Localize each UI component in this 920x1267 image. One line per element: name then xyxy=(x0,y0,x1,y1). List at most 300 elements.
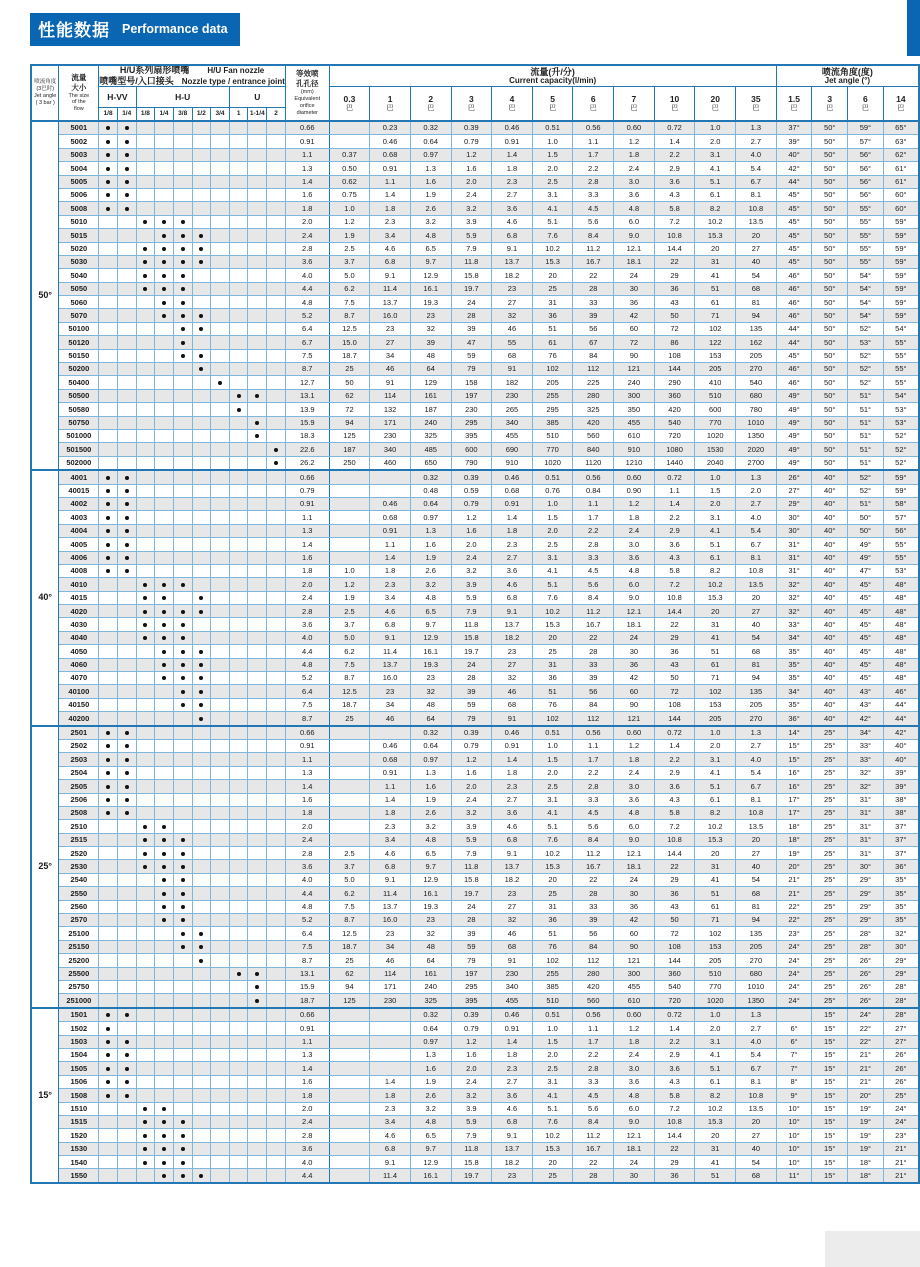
capacity-cell: 205 xyxy=(532,376,573,389)
jet-angle-cell: 59° xyxy=(883,242,919,255)
nozzle-dot-cell xyxy=(173,578,192,591)
nozzle-dot-cell xyxy=(229,148,248,161)
table-row xyxy=(31,605,919,618)
capacity-cell: 510 xyxy=(695,967,736,980)
capacity-cell: 54 xyxy=(736,873,777,886)
nozzle-dot-cell xyxy=(211,202,230,215)
nozzle-dot-cell xyxy=(192,820,211,833)
capacity-cell: 0.46 xyxy=(492,1008,533,1022)
jet-angle-cell: 48° xyxy=(883,591,919,604)
jet-angle-cell: 15° xyxy=(812,1156,848,1169)
capacity-cell: 1.9 xyxy=(410,793,451,806)
capacity-cell: 1010 xyxy=(736,416,777,429)
jet-angle-cell: 25° xyxy=(812,940,848,953)
capacity-cell: 1.2 xyxy=(614,135,655,148)
capacity-cell: 42 xyxy=(614,914,655,927)
nozzle-dot-cell xyxy=(155,847,174,860)
jet-angle-cell: 33° xyxy=(848,753,884,766)
capacity-cell: 1.8 xyxy=(492,524,533,537)
nozzle-dot-cell xyxy=(229,618,248,631)
capacity-cell: 25 xyxy=(329,363,370,376)
capacity-cell: 1440 xyxy=(654,456,695,470)
nozzle-dot-cell xyxy=(117,631,136,644)
nozzle-dot-cell xyxy=(229,981,248,994)
capacity-cell: 2700 xyxy=(736,456,777,470)
capacity-cell xyxy=(329,739,370,752)
capacity-cell: 108 xyxy=(654,698,695,711)
nozzle-dot-cell xyxy=(99,1022,118,1035)
orifice-diameter-cell: 1.4 xyxy=(285,175,329,188)
jet-angle-cell: 40° xyxy=(812,645,848,658)
group-angle-label: 40° xyxy=(31,470,59,725)
capacity-cell: 2.4 xyxy=(614,524,655,537)
nozzle-dot-cell xyxy=(136,927,155,940)
capacity-cell: 27 xyxy=(370,336,411,349)
nozzle-dot-cell xyxy=(248,215,267,228)
nozzle-dot-cell xyxy=(173,538,192,551)
nozzle-dot-cell xyxy=(248,1008,267,1022)
nozzle-dot-cell xyxy=(267,1102,286,1115)
capacity-cell: 2.5 xyxy=(329,242,370,255)
dot-marker xyxy=(125,207,129,211)
capacity-cell: 8.4 xyxy=(573,833,614,846)
nozzle-dot-cell xyxy=(192,1169,211,1183)
capacity-cell: 8.4 xyxy=(573,229,614,242)
jet-angle-cell: 50° xyxy=(812,336,848,349)
dot-marker xyxy=(162,636,166,640)
capacity-cell: 1.0 xyxy=(695,470,736,484)
jet-angle-cell: 25° xyxy=(812,887,848,900)
angle-pressure-header xyxy=(776,87,812,122)
nozzle-dot-cell xyxy=(173,1142,192,1155)
nozzle-dot-cell xyxy=(267,887,286,900)
nozzle-dot-cell xyxy=(229,712,248,726)
nozzle-dot-cell xyxy=(173,269,192,282)
nozzle-dot-cell xyxy=(267,551,286,564)
jet-angle-cell: 61° xyxy=(883,175,919,188)
capacity-cell: 36 xyxy=(532,672,573,685)
capacity-cell: 325 xyxy=(410,429,451,442)
nozzle-dot-cell xyxy=(192,847,211,860)
capacity-cell: 30 xyxy=(614,887,655,900)
header-jet-angle-ref xyxy=(31,65,59,121)
capacity-cell: 5.8 xyxy=(654,806,695,819)
nozzle-dot-cell xyxy=(173,887,192,900)
jet-angle-cell: 40° xyxy=(812,685,848,698)
capacity-cell: 6.5 xyxy=(410,605,451,618)
capacity-cell: 10.2 xyxy=(695,215,736,228)
nozzle-dot-cell xyxy=(248,296,267,309)
capacity-cell: 5.0 xyxy=(329,269,370,282)
jet-angle-cell: 51° xyxy=(848,443,884,456)
jet-angle-cell: 19° xyxy=(848,1142,884,1155)
capacity-cell: 0.64 xyxy=(410,135,451,148)
nozzle-dot-cell xyxy=(155,511,174,524)
capacity-cell: 15.0 xyxy=(329,336,370,349)
nozzle-dot-cell xyxy=(267,672,286,685)
capacity-cell: 1.2 xyxy=(329,578,370,591)
nozzle-dot-cell xyxy=(248,309,267,322)
capacity-cell: 2.8 xyxy=(573,175,614,188)
capacity-cell: 2.6 xyxy=(410,1089,451,1102)
capacity-cell: 1530 xyxy=(695,443,736,456)
nozzle-dot-cell xyxy=(173,847,192,860)
capacity-cell: 144 xyxy=(654,954,695,967)
orifice-diameter-cell: 2.4 xyxy=(285,833,329,846)
capacity-cell: 13.7 xyxy=(492,618,533,631)
nozzle-dot-cell xyxy=(211,1129,230,1142)
capacity-cell: 46 xyxy=(492,685,533,698)
jet-angle-cell: 25° xyxy=(812,780,848,793)
capacity-cell: 0.51 xyxy=(532,121,573,135)
nozzle-dot-cell xyxy=(155,578,174,591)
nozzle-dot-cell xyxy=(211,793,230,806)
capacity-cell: 0.64 xyxy=(410,497,451,510)
orifice-diameter-cell: 5.2 xyxy=(285,914,329,927)
nozzle-dot-cell xyxy=(117,887,136,900)
nozzle-dot-cell xyxy=(267,229,286,242)
capacity-cell: 1.4 xyxy=(654,497,695,510)
capacity-cell: 4.8 xyxy=(410,591,451,604)
nozzle-dot-cell xyxy=(229,202,248,215)
capacity-cell: 6.0 xyxy=(614,578,655,591)
dot-marker xyxy=(106,207,110,211)
nozzle-dot-cell xyxy=(211,914,230,927)
jet-angle-cell: 21° xyxy=(883,1156,919,1169)
capacity-cell: 18.1 xyxy=(614,860,655,873)
nozzle-dot-cell xyxy=(248,255,267,268)
nozzle-dot-cell xyxy=(211,511,230,524)
jet-angle-cell: 16° xyxy=(776,766,812,779)
nozzle-group-en1: H/U Fan nozzle xyxy=(207,66,265,75)
nozzle-dot-cell xyxy=(192,551,211,564)
jet-angle-cell: 6° xyxy=(776,1035,812,1048)
table-row xyxy=(31,403,919,416)
table-row xyxy=(31,121,919,135)
capacity-cell: 4.3 xyxy=(654,793,695,806)
jet-angle-cell: 45° xyxy=(776,215,812,228)
capacity-cell: 2.8 xyxy=(573,1062,614,1075)
nozzle-dot-cell xyxy=(99,456,118,470)
capacity-cell: 0.32 xyxy=(410,121,451,135)
jet-angle-cell: 39° xyxy=(883,766,919,779)
nozzle-dot-cell xyxy=(248,403,267,416)
capacity-cell: 32 xyxy=(410,685,451,698)
nozzle-dot-cell xyxy=(99,1169,118,1183)
capacity-cell: 29 xyxy=(654,1156,695,1169)
nozzle-dot-cell xyxy=(248,685,267,698)
capacity-cell: 1020 xyxy=(532,456,573,470)
nozzle-dot-cell xyxy=(211,806,230,819)
capacity-cell: 125 xyxy=(329,994,370,1008)
jet-angle-cell: 59° xyxy=(883,229,919,242)
dot-marker xyxy=(162,260,166,264)
nozzle-dot-cell xyxy=(173,202,192,215)
capacity-cell: 36 xyxy=(532,914,573,927)
capacity-cell: 2.7 xyxy=(492,551,533,564)
capacity-cell: 84 xyxy=(573,349,614,362)
capacity-cell xyxy=(329,1089,370,1102)
jet-angle-cell: 30° xyxy=(776,511,812,524)
jet-angle-cell: 59° xyxy=(883,269,919,282)
jet-angle-cell: 19° xyxy=(776,847,812,860)
capacity-cell: 4.8 xyxy=(410,229,451,242)
table-row xyxy=(31,1115,919,1128)
capacity-cell: 540 xyxy=(736,376,777,389)
model-cell: 40100 xyxy=(59,685,99,698)
jet-angle-cell: 25° xyxy=(812,847,848,860)
capacity-cell: 1.3 xyxy=(410,524,451,537)
nozzle-dot-cell xyxy=(229,456,248,470)
jet-angle-cell: 15° xyxy=(812,1169,848,1183)
capacity-cell: 1.3 xyxy=(736,121,777,135)
nozzle-dot-cell xyxy=(211,726,230,740)
capacity-cell: 340 xyxy=(492,416,533,429)
jet-angle-cell: 38° xyxy=(883,806,919,819)
nozzle-dot-cell xyxy=(248,954,267,967)
nozzle-size-header: 1/8 xyxy=(99,108,118,122)
capacity-cell: 2.5 xyxy=(532,780,573,793)
dot-marker xyxy=(143,623,147,627)
nozzle-dot-cell xyxy=(192,940,211,953)
capacity-cell: 0.97 xyxy=(410,753,451,766)
capacity-cell: 19.3 xyxy=(410,296,451,309)
nozzle-dot-cell xyxy=(117,269,136,282)
capacity-cell: 16.7 xyxy=(573,1142,614,1155)
table-row xyxy=(31,1022,919,1035)
capacity-cell: 3.1 xyxy=(532,793,573,806)
nozzle-dot-cell xyxy=(173,981,192,994)
nozzle-dot-cell xyxy=(117,121,136,135)
capacity-cell xyxy=(329,538,370,551)
jet-angle-cell: 10° xyxy=(776,1129,812,1142)
dot-marker xyxy=(106,1094,110,1098)
dot-marker xyxy=(162,610,166,614)
nozzle-dot-cell xyxy=(155,484,174,497)
capacity-cell: 10.2 xyxy=(532,605,573,618)
nozzle-dot-cell xyxy=(99,618,118,631)
nozzle-dot-cell xyxy=(173,188,192,201)
nozzle-dot-cell xyxy=(173,753,192,766)
dot-marker xyxy=(125,153,129,157)
capacity-cell: 340 xyxy=(492,981,533,994)
nozzle-dot-cell xyxy=(99,780,118,793)
nozzle-dot-cell xyxy=(136,121,155,135)
capacity-cell: 8.4 xyxy=(573,591,614,604)
capacity-cell: 11.4 xyxy=(370,1169,411,1183)
capacity-cell: 0.60 xyxy=(614,726,655,740)
dot-marker xyxy=(181,354,185,358)
nozzle-dot-cell xyxy=(155,429,174,442)
dot-marker xyxy=(143,583,147,587)
capacity-cell: 36 xyxy=(614,296,655,309)
capacity-cell: 4.1 xyxy=(695,766,736,779)
orifice-diameter-cell: 15.9 xyxy=(285,416,329,429)
nozzle-dot-cell xyxy=(99,135,118,148)
dot-marker xyxy=(106,758,110,762)
jet-angle-cell: 11° xyxy=(776,1169,812,1183)
jet-angle-cell: 40° xyxy=(812,672,848,685)
dot-marker xyxy=(125,167,129,171)
nozzle-dot-cell xyxy=(229,376,248,389)
jet-angle-cell: 15° xyxy=(812,1129,848,1142)
jet-angle-cell: 9° xyxy=(776,1089,812,1102)
nozzle-dot-cell xyxy=(192,148,211,161)
capacity-cell: 4.5 xyxy=(573,806,614,819)
nozzle-dot-cell xyxy=(155,618,174,631)
dot-marker xyxy=(143,596,147,600)
capacity-cell: 15.3 xyxy=(695,229,736,242)
orifice-diameter-cell: 4.4 xyxy=(285,282,329,295)
capacity-cell: 1.3 xyxy=(736,1008,777,1022)
jet-angle-cell: 40° xyxy=(883,739,919,752)
capacity-cell: 1.2 xyxy=(451,753,492,766)
nozzle-dot-cell xyxy=(173,591,192,604)
nozzle-dot-cell xyxy=(136,900,155,913)
capacity-cell: 1210 xyxy=(614,456,655,470)
nozzle-dot-cell xyxy=(211,484,230,497)
nozzle-dot-cell xyxy=(136,940,155,953)
model-cell: 2570 xyxy=(59,914,99,927)
nozzle-dot-cell xyxy=(136,780,155,793)
header-row-1 xyxy=(31,65,919,87)
capacity-cell: 43 xyxy=(654,900,695,913)
nozzle-dot-cell xyxy=(117,914,136,927)
capacity-cell: 4.1 xyxy=(532,1089,573,1102)
nozzle-dot-cell xyxy=(229,309,248,322)
capacity-cell: 28 xyxy=(451,914,492,927)
nozzle-dot-cell xyxy=(192,766,211,779)
nozzle-dot-cell xyxy=(136,1022,155,1035)
capacity-cell: 1350 xyxy=(736,994,777,1008)
capacity-cell: 18.2 xyxy=(492,1156,533,1169)
nozzle-dot-cell xyxy=(155,349,174,362)
jet-angle-cell: 25° xyxy=(812,967,848,980)
jet-angle-cell: 55° xyxy=(883,349,919,362)
jet-angle-cell: 25° xyxy=(883,1089,919,1102)
nozzle-dot-cell xyxy=(155,766,174,779)
nozzle-dot-cell xyxy=(248,806,267,819)
model-cell: 2502 xyxy=(59,739,99,752)
capacity-cell: 9.7 xyxy=(410,860,451,873)
model-cell: 4005 xyxy=(59,538,99,551)
capacity-cell: 4.1 xyxy=(695,524,736,537)
capacity-cell: 20 xyxy=(695,847,736,860)
capacity-cell xyxy=(329,121,370,135)
nozzle-dot-cell xyxy=(117,578,136,591)
nozzle-dot-cell xyxy=(155,309,174,322)
model-cell: 4004 xyxy=(59,524,99,537)
nozzle-dot-cell xyxy=(211,336,230,349)
jet-angle-cell: 26° xyxy=(883,1062,919,1075)
nozzle-subgroup-h-vv: H-VV xyxy=(99,87,136,108)
capacity-cell: 1.9 xyxy=(410,188,451,201)
nozzle-dot-cell xyxy=(267,349,286,362)
jet-angle-cell: 53° xyxy=(883,416,919,429)
capacity-cell: 15.3 xyxy=(532,1142,573,1155)
dot-marker xyxy=(162,676,166,680)
capacity-cell: 3.9 xyxy=(451,215,492,228)
capacity-cell: 11.8 xyxy=(451,618,492,631)
model-cell: 4002 xyxy=(59,497,99,510)
capacity-cell: 1.2 xyxy=(451,148,492,161)
table-row xyxy=(31,1156,919,1169)
dot-marker xyxy=(143,287,147,291)
dot-marker xyxy=(143,274,147,278)
nozzle-dot-cell xyxy=(117,175,136,188)
nozzle-dot-cell xyxy=(99,833,118,846)
capacity-cell: 6.2 xyxy=(329,282,370,295)
nozzle-dot-cell xyxy=(248,631,267,644)
jet-angle-ref-zh: 喷流角度 xyxy=(34,79,57,86)
pressure-value: 7 xyxy=(631,94,637,105)
capacity-cell: 125 xyxy=(329,429,370,442)
capacity-cell: 540 xyxy=(654,981,695,994)
capacity-cell: 12.5 xyxy=(329,685,370,698)
capacity-cell: 4.3 xyxy=(654,188,695,201)
capacity-cell: 255 xyxy=(532,967,573,980)
capacity-cell: 1.8 xyxy=(614,511,655,524)
capacity-cell: 33 xyxy=(573,900,614,913)
dot-marker xyxy=(181,1147,185,1151)
pressure-value: 0.3 xyxy=(343,94,356,105)
jet-angle-cell: 55° xyxy=(883,363,919,376)
dot-marker xyxy=(106,556,110,560)
orifice-diameter-cell: 5.2 xyxy=(285,309,329,322)
capacity-cell: 270 xyxy=(736,954,777,967)
orifice-diameter-cell: 0.66 xyxy=(285,726,329,740)
capacity-cell: 94 xyxy=(736,309,777,322)
model-cell: 50100 xyxy=(59,322,99,335)
capacity-cell: 18.1 xyxy=(614,618,655,631)
capacity-cell: 102 xyxy=(695,685,736,698)
capacity-cell: 0.79 xyxy=(451,739,492,752)
nozzle-dot-cell xyxy=(248,981,267,994)
dot-marker xyxy=(162,918,166,922)
nozzle-dot-cell xyxy=(267,698,286,711)
nozzle-dot-cell xyxy=(211,658,230,671)
nozzle-dot-cell xyxy=(229,645,248,658)
capacity-cell: 4.1 xyxy=(532,564,573,577)
nozzle-dot-cell xyxy=(173,322,192,335)
nozzle-dot-cell xyxy=(155,726,174,740)
capacity-cell: 6.5 xyxy=(410,242,451,255)
capacity-cell: 29 xyxy=(654,873,695,886)
capacity-cell: 0.23 xyxy=(370,121,411,135)
capacity-cell: 72 xyxy=(654,927,695,940)
capacity-cell: 108 xyxy=(654,349,695,362)
table-row xyxy=(31,1102,919,1115)
nozzle-dot-cell xyxy=(117,954,136,967)
nozzle-dot-cell xyxy=(211,282,230,295)
nozzle-dot-cell xyxy=(136,672,155,685)
nozzle-dot-cell xyxy=(229,497,248,510)
capacity-cell: 40 xyxy=(736,618,777,631)
nozzle-dot-cell xyxy=(99,484,118,497)
jet-angle-cell: 31° xyxy=(848,833,884,846)
dot-marker xyxy=(162,583,166,587)
capacity-cell: 2.0 xyxy=(451,175,492,188)
capacity-cell: 1.2 xyxy=(329,215,370,228)
nozzle-dot-cell xyxy=(173,551,192,564)
capacity-cell: 108 xyxy=(654,940,695,953)
group-angle-label: 25° xyxy=(31,726,59,1008)
capacity-cell: 455 xyxy=(492,994,533,1008)
capacity-cell: 13.7 xyxy=(492,1142,533,1155)
capacity-cell: 1.3 xyxy=(736,726,777,740)
jet-angle-cell: 39° xyxy=(883,780,919,793)
capacity-cell: 56 xyxy=(573,685,614,698)
